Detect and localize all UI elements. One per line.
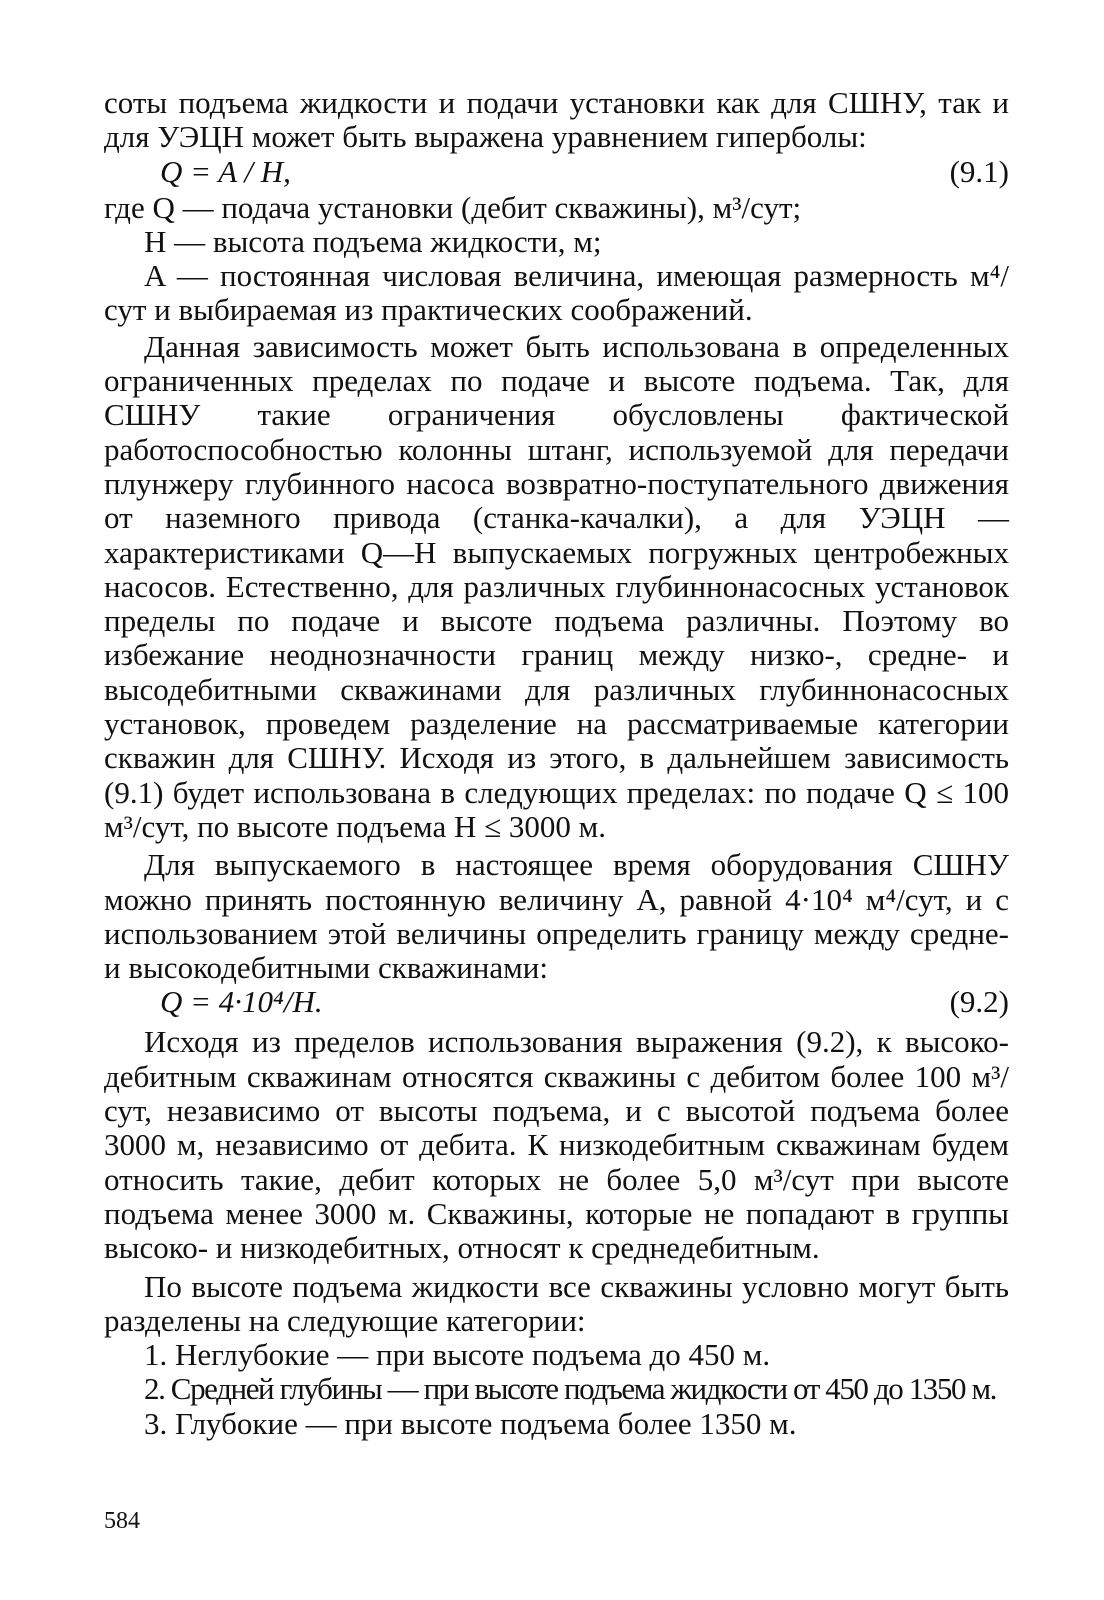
category-item-3: 3. Глубокие — при высоте подъема более 1350 м.	[144, 1405, 797, 1441]
definition-q: где Q — подача установки (дебит скважины), м³/сут;	[104, 189, 802, 225]
formula-9-2-expression: Q = 4·10⁴/H.	[160, 984, 323, 1020]
page-number: 584	[104, 1508, 140, 1534]
formula-9-2	[104, 985, 1009, 1021]
category-item-1: 1. Неглубокие — при высоте подъема до 450 м.	[144, 1337, 771, 1373]
paragraph-equipment: Для выпускаемого в настоящее время оборудования СШНУ можно принять постоянную величину А, равной 4·10⁴ м⁴/сут, и с использованием этой величины определить границу между средне- и высокодебитными скважинами:	[104, 847, 1009, 986]
formula-9-1	[104, 155, 1009, 191]
definition-a: A — постоянная числовая величина, имеющая размерность м⁴/сут и выбираемая из практических соображений.	[104, 258, 1009, 328]
paragraph-categories: По высоте подъема жидкости все скважины условно могут быть разделены на следующие категории:	[104, 1268, 1009, 1338]
paragraph-limits: Исходя из пределов использования выражения (9.2), к высокодебитным скважинам относятся скважины с дебитом более 100 м³/сут, независимо от высоты подъема, и с высотой подъема более 3000 м, независимо от дебита. К низкодебитным скважинам будем относить такие, дебит которых не более 5,0 м³/сут при высоте подъема менее 3000 м. Скважины, которые не попадают в группы высоко- и низкодебитных, относят к среднедебитным.	[104, 1024, 1009, 1266]
paragraph-dependency: Данная зависимость может быть использована в определенных ограниченных пределах по подаче и высоте подъема. Так, для СШНУ такие ограничения обусловлены фактической работоспособностью колонны штанг, используемой для передачи плунжеру глубинного насоса возвратно-поступательного движения от наземного привода (станка-качалки), а для УЭЦН — характеристиками Q—Н выпускаемых погружных центробежных насосов. Естественно, для различных глубиннонасосных установок пределы по подаче и высоте подъема различны. Поэтому во избежание неоднозначности границ между низко-, средне- и высодебитными скважинами для различных глубиннонасосных установок, проведем разделение на рассматриваемые категории скважин для СШНУ. Исходя из этого, в дальнейшем зависимость (9.1) будет использована в следующих пределах: по подаче Q ≤ 100 м³/сут, по высоте подъема H ≤ 3000 м.	[104, 328, 1009, 844]
page-body	[104, 86, 1009, 1441]
formula-9-1-expression: Q = A / H,	[160, 153, 291, 189]
definition-h: H — высота подъема жидкости, м;	[144, 223, 602, 259]
category-item-2: 2. Средней глубины — при высоте подъема жидкости от 450 до 1350 м.	[144, 1371, 997, 1407]
formula-9-1-number: (9.1)	[949, 153, 1009, 189]
formula-9-2-number: (9.2)	[949, 984, 1009, 1020]
intro-paragraph: соты подъема жидкости и подачи установки как для СШНУ, так и для УЭЦН может быть выражена уравнением гиперболы:	[104, 85, 1009, 155]
